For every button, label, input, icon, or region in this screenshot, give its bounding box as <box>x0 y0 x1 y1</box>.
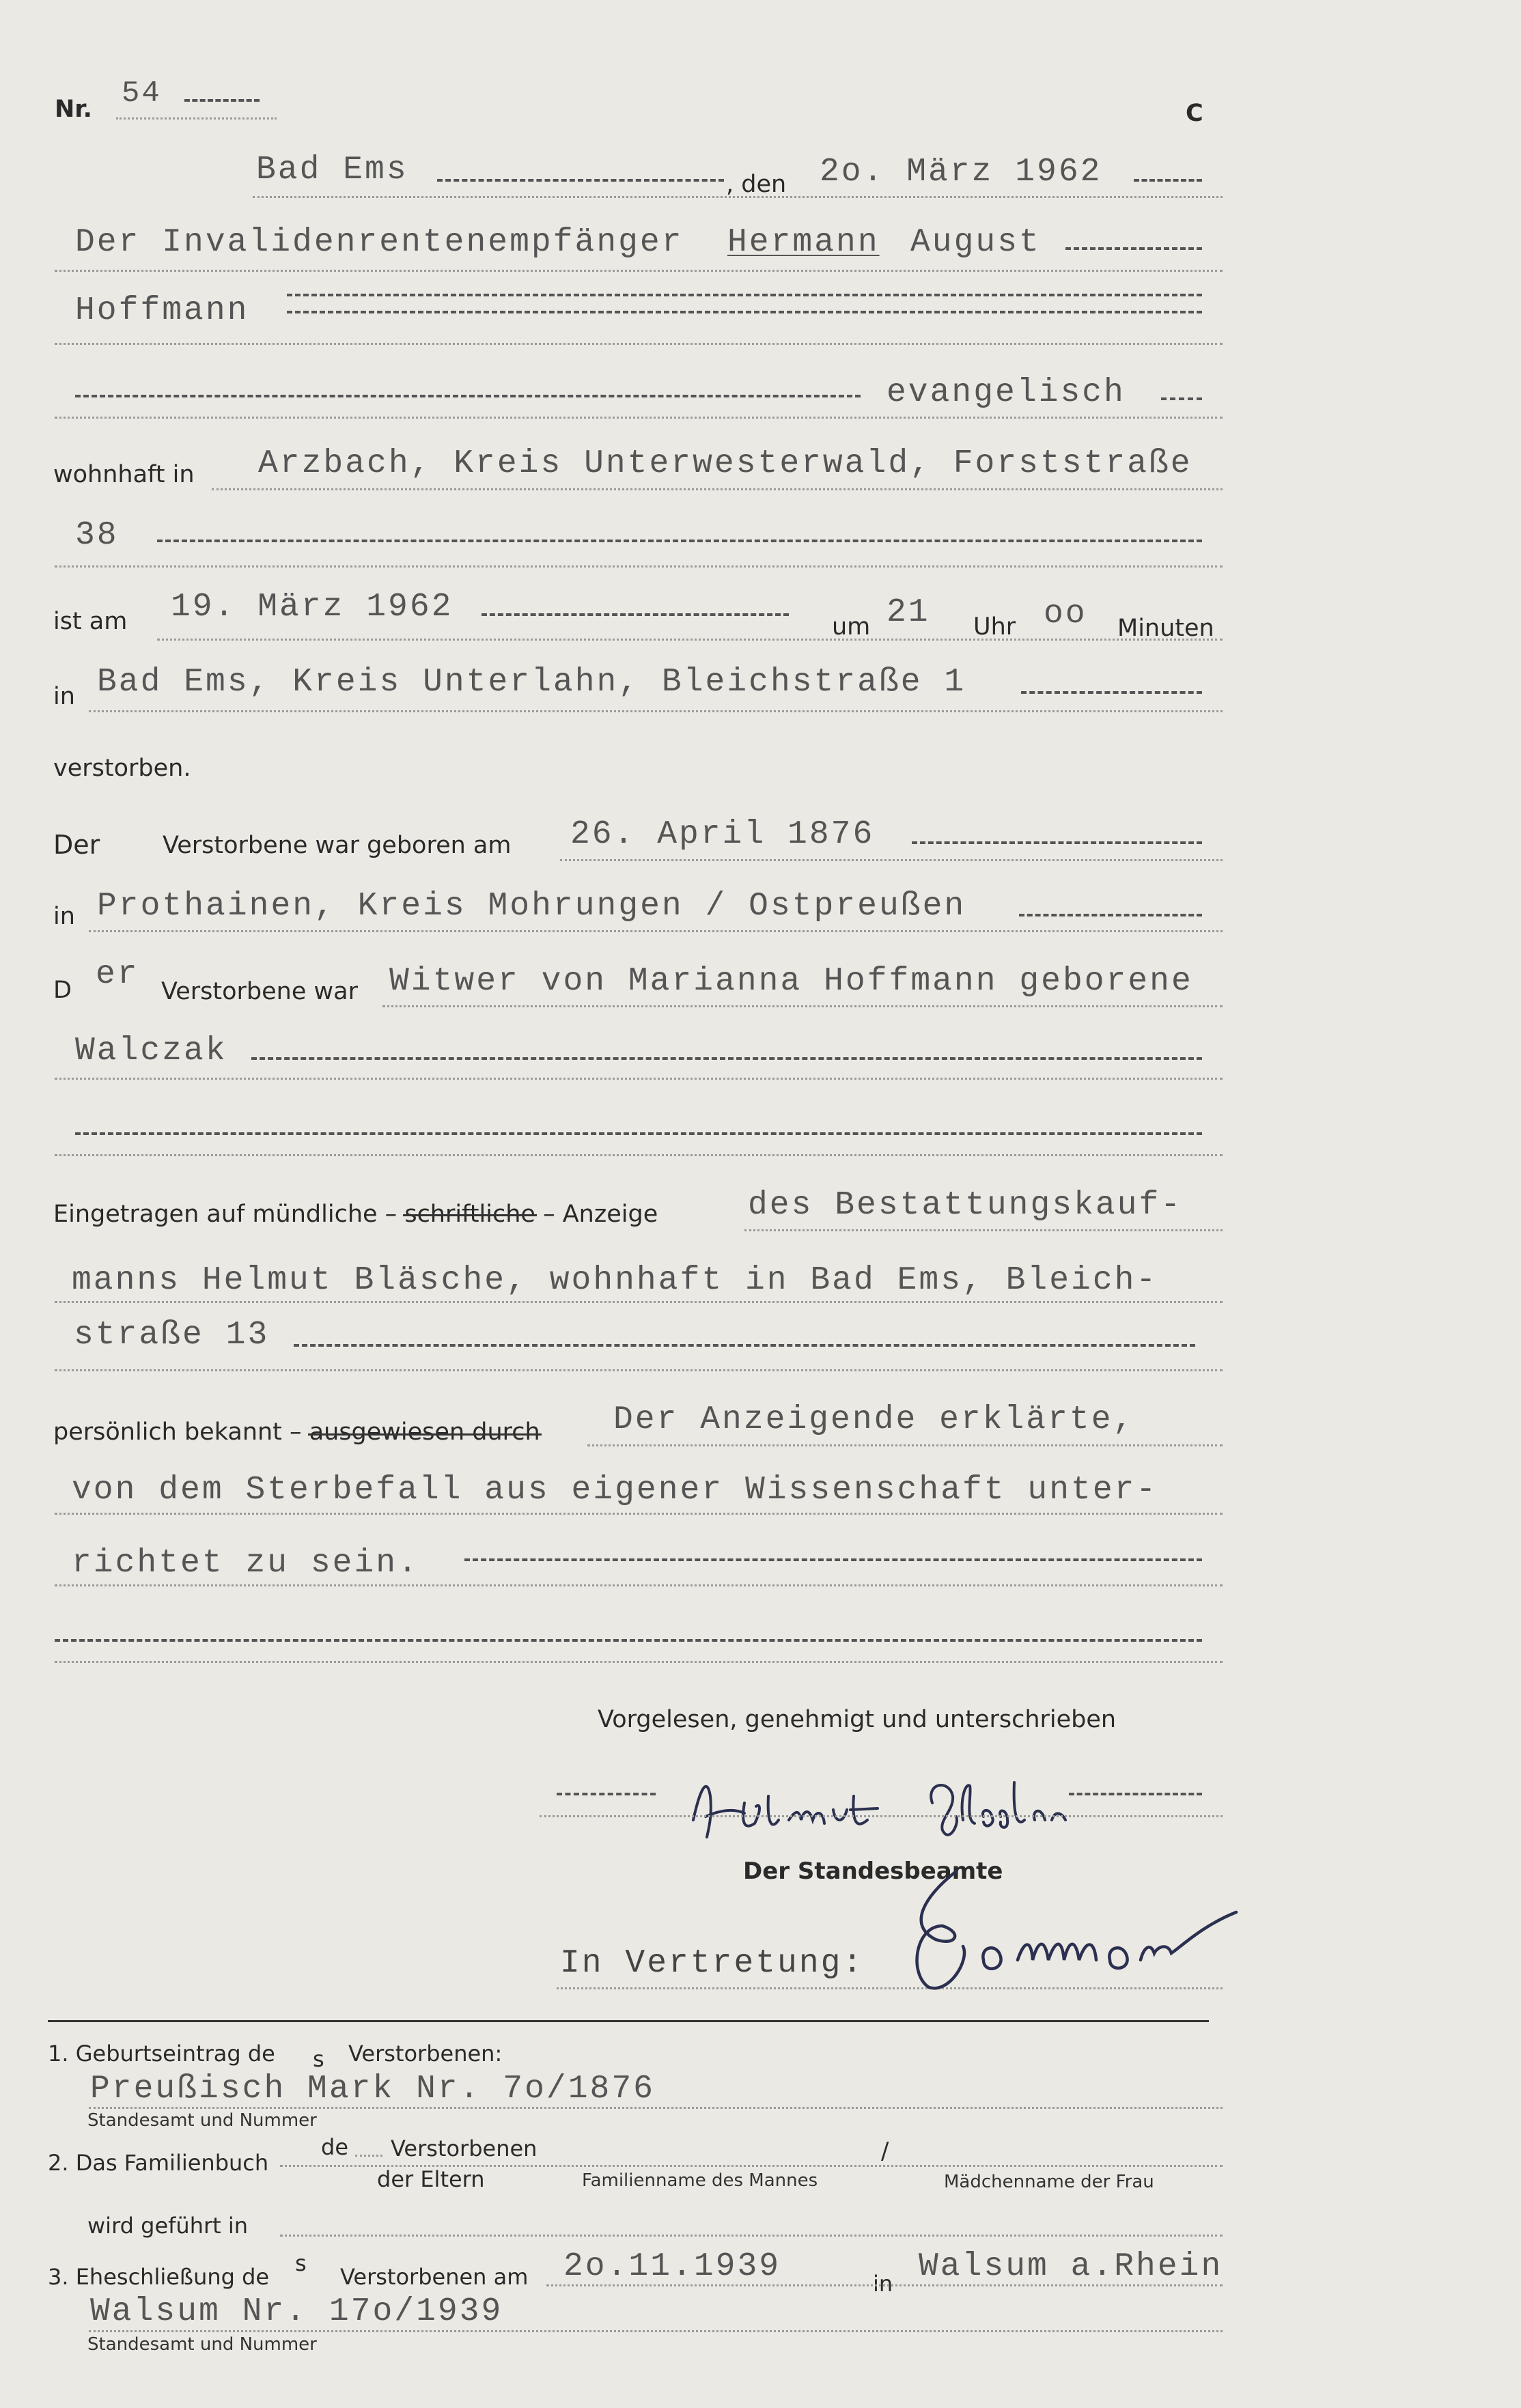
fill-dashes <box>287 294 1202 296</box>
dotted-line <box>355 2155 382 2157</box>
dotted-line <box>587 1444 1223 1446</box>
marital-status-line2: Walczak <box>75 1033 227 1069</box>
dotted-line <box>55 1661 1223 1663</box>
footer-marriage-date: 2o.11.1939 <box>563 2248 781 2285</box>
informant-signature <box>680 1755 1103 1864</box>
footer-item3-label2: Verstorbenen am <box>340 2264 529 2290</box>
fill-dashes <box>1069 1793 1202 1795</box>
dotted-line <box>744 1229 1223 1231</box>
dotted-line <box>89 930 1223 932</box>
footer-item2-eltern: der Eltern <box>377 2166 485 2192</box>
verstorben-label: verstorben. <box>53 755 191 782</box>
fill-dashes <box>464 1558 1202 1561</box>
dotted-line <box>55 417 1223 419</box>
deceased-middle-name: August <box>910 224 1041 261</box>
death-date: 19. März 1962 <box>171 589 453 626</box>
identity-label: persönlich bekannt – ausgewiesen durch <box>53 1418 540 1446</box>
dotted-line <box>157 639 1223 641</box>
fill-dashes <box>157 540 1202 542</box>
residence-line1: Arzbach, Kreis Unterwesterwald, Forststraße <box>258 445 1192 482</box>
dotted-line <box>280 2165 1223 2167</box>
fill-dashes <box>1161 397 1202 400</box>
dotted-line <box>55 343 1223 345</box>
fill-dashes <box>251 1057 1202 1060</box>
dotted-line <box>212 488 1223 490</box>
marital-label: Verstorbene war <box>161 978 358 1005</box>
dotted-line <box>55 1078 1223 1080</box>
report-text-line1: des Bestattungskauf- <box>748 1187 1183 1224</box>
footer-item2-de: de <box>321 2134 348 2160</box>
footer-birth-entry: Preußisch Mark Nr. 7o/1876 <box>90 2071 655 2108</box>
ist-am-label: ist am <box>53 608 128 635</box>
death-hour: 21 <box>887 594 930 631</box>
footer-item2-label: 2. Das Familienbuch <box>48 2150 269 2176</box>
fill-dashes <box>437 179 724 182</box>
residence-label: wohnhaft in <box>53 461 195 488</box>
report-label: Eingetragen auf mündliche – schriftliche – Anzeige <box>53 1201 658 1228</box>
marital-er-suffix: er <box>96 956 139 993</box>
fill-dashes <box>287 311 1202 313</box>
registrar-label: Der Standesbeamte <box>743 1858 1003 1885</box>
dotted-line <box>253 196 1223 198</box>
death-in-label: in <box>53 683 75 710</box>
dotted-line <box>89 2107 1223 2109</box>
residence-line2: 38 <box>75 517 119 554</box>
registration-date: 2o. März 1962 <box>820 154 1102 191</box>
fill-dashes <box>912 841 1202 844</box>
deceased-first-name: Hermann <box>727 224 880 261</box>
marital-status-line1: Witwer von Marianna Hoffmann geborene <box>389 963 1193 1000</box>
footer-item1-s: s <box>313 2046 324 2072</box>
struck-words: ausgewiesen durch <box>309 1418 540 1446</box>
deputy-label: In Vertretung: <box>560 1945 865 1982</box>
minuten-label: Minuten <box>1117 615 1214 642</box>
dotted-line <box>89 2330 1223 2332</box>
fill-dashes <box>1065 247 1202 250</box>
section-divider <box>48 2020 1209 2022</box>
dotted-line <box>116 117 277 120</box>
dotted-line <box>55 1584 1223 1586</box>
footer-item3-s: s <box>295 2250 307 2276</box>
birth-in-label: in <box>53 903 75 930</box>
marital-d-label: D <box>53 977 72 1004</box>
birth-label: Verstorbene war geboren am <box>163 832 512 859</box>
birth-der-label: Der <box>53 830 100 860</box>
footer-item2-mann: Familienname des Mannes <box>582 2170 818 2191</box>
death-place: Bad Ems, Kreis Unterlahn, Bleichstraße 1 <box>97 664 966 701</box>
footer-item1-sub: Standesamt und Nummer <box>87 2110 317 2131</box>
fill-dashes <box>1019 914 1202 916</box>
footer-item2-verst: Verstorbenen <box>391 2136 538 2161</box>
fill-dashes <box>55 1639 1202 1642</box>
footer-item3-label: 3. Eheschließung de <box>48 2264 270 2290</box>
den-label: , den <box>726 171 787 198</box>
dotted-line <box>55 1154 1223 1156</box>
deceased-surname: Hoffmann <box>75 292 249 329</box>
identity-text-line2: von dem Sterbefall aus eigener Wissenschaft unter- <box>72 1472 1158 1509</box>
fill-dashes <box>294 1344 1195 1347</box>
fill-dashes <box>75 1132 1202 1135</box>
dotted-line <box>546 2284 1223 2286</box>
dotted-line <box>382 1005 1223 1007</box>
nr-value: 54 <box>122 76 162 111</box>
footer-item2-frau: Mädchenname der Frau <box>944 2172 1154 2192</box>
footer-marriage-place: Walsum a.Rhein <box>919 2248 1223 2285</box>
dotted-line <box>280 2235 1223 2237</box>
footer-marriage-entry: Walsum Nr. 17o/1939 <box>90 2293 503 2330</box>
uhr-label: Uhr <box>973 613 1016 641</box>
dotted-line <box>560 859 1223 861</box>
nr-label: Nr. <box>55 96 92 123</box>
fill-dashes <box>75 395 861 397</box>
strike-through <box>403 1214 537 1216</box>
um-label: um <box>832 613 871 641</box>
birth-date: 26. April 1876 <box>570 816 875 853</box>
read-approved-label: Vorgelesen, genehmigt und unterschrieben <box>598 1706 1117 1733</box>
fill-dashes <box>1134 179 1202 182</box>
birth-place: Prothainen, Kreis Mohrungen / Ostpreußen <box>97 888 966 925</box>
fill-dashes <box>482 613 789 616</box>
fill-dashes <box>1021 691 1202 694</box>
dotted-line <box>55 565 1223 568</box>
deceased-occupation: Der Invalidenrentenempfänger <box>75 224 684 261</box>
report-text-line2: manns Helmut Bläsche, wohnhaft in Bad Ems, Bleich- <box>72 1262 1158 1299</box>
form-letter: C <box>1186 100 1203 127</box>
report-text-line3: straße 13 <box>74 1317 270 1354</box>
dotted-line <box>55 1301 1223 1303</box>
dotted-line <box>55 1513 1223 1515</box>
dotted-line <box>55 270 1223 272</box>
death-minutes: oo <box>1044 596 1087 632</box>
place-of-registration: Bad Ems <box>256 152 408 188</box>
footer-item3-sub: Standesamt und Nummer <box>87 2334 317 2355</box>
footer-item1-label2: Verstorbenen: <box>348 2041 503 2067</box>
strike-through <box>308 1433 542 1436</box>
footer-item2-gefuehrt: wird geführt in <box>87 2213 249 2239</box>
dotted-line <box>540 1815 1223 1817</box>
identity-text-line1: Der Anzeigende erklärte, <box>613 1401 1135 1438</box>
footer-item1-label: 1. Geburtseintrag de <box>48 2041 275 2067</box>
registrar-signature <box>881 1858 1277 2008</box>
footer-item2-slash: / <box>881 2138 889 2165</box>
fill-dashes <box>184 99 260 102</box>
deceased-religion: evangelisch <box>887 374 1126 411</box>
fill-dashes <box>557 1793 656 1795</box>
dotted-line <box>55 1369 1223 1371</box>
footer-item3-in: in <box>873 2271 893 2297</box>
identity-text-line3: richtet zu sein. <box>72 1545 419 1582</box>
dotted-line <box>89 710 1223 712</box>
struck-word: schriftliche <box>404 1201 535 1228</box>
